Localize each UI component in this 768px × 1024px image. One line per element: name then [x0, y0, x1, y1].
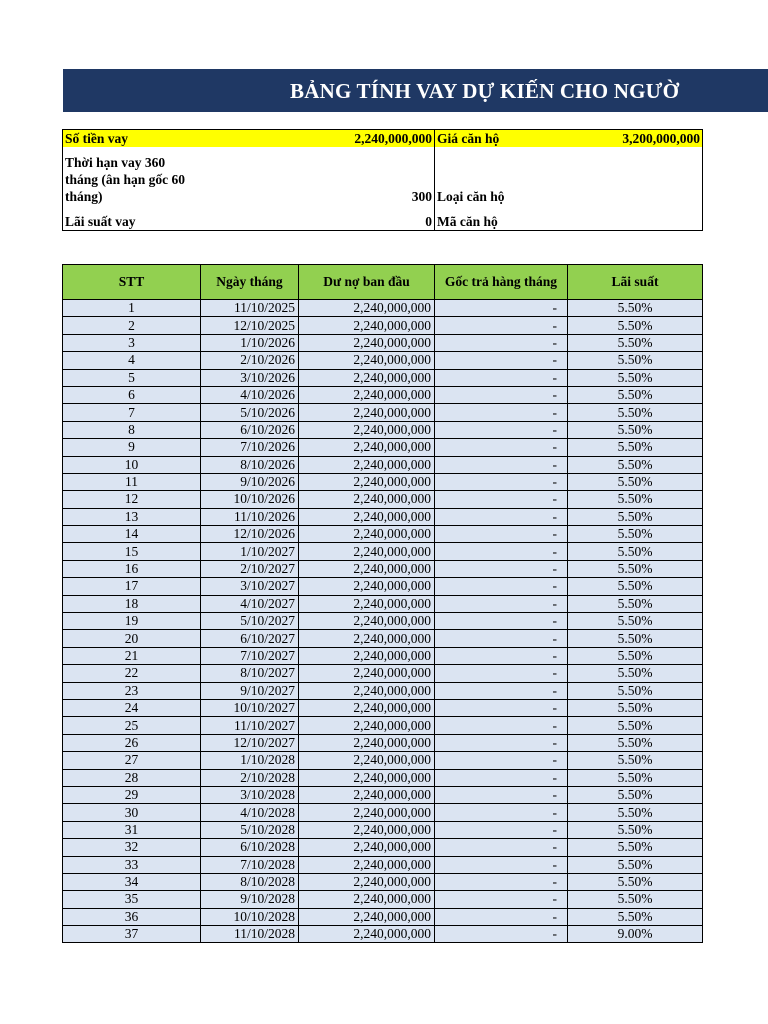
cell-initial-balance[interactable]: 2,240,000,000: [299, 821, 435, 838]
cell-interest-rate[interactable]: 5.50%: [568, 526, 703, 543]
cell-date[interactable]: 8/10/2027: [201, 665, 299, 682]
cell-monthly-principal[interactable]: -: [435, 421, 568, 438]
cell-monthly-principal[interactable]: -: [435, 926, 568, 943]
cell-date[interactable]: 6/10/2026: [201, 421, 299, 438]
apartment-type-value[interactable]: [568, 147, 703, 205]
cell-stt[interactable]: 32: [63, 839, 201, 856]
title-bar: [63, 69, 768, 112]
cell-stt[interactable]: 24: [63, 699, 201, 716]
cell-stt[interactable]: 26: [63, 734, 201, 751]
cell-initial-balance[interactable]: 2,240,000,000: [299, 786, 435, 803]
cell-initial-balance[interactable]: 2,240,000,000: [299, 560, 435, 577]
cell-interest-rate[interactable]: 5.50%: [568, 595, 703, 612]
cell-interest-rate[interactable]: 5.50%: [568, 682, 703, 699]
cell-date[interactable]: 1/10/2027: [201, 543, 299, 560]
header-stt: STT: [63, 265, 201, 300]
cell-date[interactable]: 9/10/2026: [201, 473, 299, 490]
cell-monthly-principal[interactable]: -: [435, 665, 568, 682]
cell-interest-rate[interactable]: 5.50%: [568, 717, 703, 734]
cell-interest-rate[interactable]: 5.50%: [568, 786, 703, 803]
cell-monthly-principal[interactable]: -: [435, 786, 568, 803]
cell-initial-balance[interactable]: 2,240,000,000: [299, 300, 435, 317]
page-title: BẢNG TÍNH VAY DỰ KIẾN CHO NGƯỜ: [290, 79, 680, 103]
cell-stt[interactable]: 23: [63, 682, 201, 699]
cell-stt[interactable]: 16: [63, 560, 201, 577]
cell-initial-balance[interactable]: 2,240,000,000: [299, 404, 435, 421]
cell-date[interactable]: 12/10/2025: [201, 317, 299, 334]
cell-monthly-principal[interactable]: -: [435, 526, 568, 543]
cell-stt[interactable]: 5: [63, 369, 201, 386]
header-date: Ngày tháng: [201, 265, 299, 300]
cell-date[interactable]: 12/10/2027: [201, 734, 299, 751]
cell-initial-balance[interactable]: 2,240,000,000: [299, 717, 435, 734]
cell-date[interactable]: 4/10/2027: [201, 595, 299, 612]
table-row: [63, 334, 703, 351]
cell-interest-rate[interactable]: 5.50%: [568, 908, 703, 925]
table-row: [63, 891, 703, 908]
cell-date[interactable]: 3/10/2026: [201, 369, 299, 386]
cell-monthly-principal[interactable]: -: [435, 300, 568, 317]
cell-interest-rate[interactable]: 5.50%: [568, 769, 703, 786]
cell-date[interactable]: 6/10/2027: [201, 630, 299, 647]
cell-monthly-principal[interactable]: -: [435, 543, 568, 560]
cell-monthly-principal[interactable]: -: [435, 769, 568, 786]
table-row: [63, 873, 703, 890]
cell-interest-rate[interactable]: 5.50%: [568, 421, 703, 438]
table-row: [63, 439, 703, 456]
cell-monthly-principal[interactable]: -: [435, 647, 568, 664]
cell-initial-balance[interactable]: 2,240,000,000: [299, 456, 435, 473]
cell-stt[interactable]: 8: [63, 421, 201, 438]
table-row: [63, 699, 703, 716]
cell-interest-rate[interactable]: 5.50%: [568, 473, 703, 490]
cell-interest-rate[interactable]: 5.50%: [568, 578, 703, 595]
cell-date[interactable]: 9/10/2028: [201, 891, 299, 908]
table-row: [63, 386, 703, 403]
cell-date[interactable]: 3/10/2028: [201, 786, 299, 803]
cell-interest-rate[interactable]: 5.50%: [568, 647, 703, 664]
cell-monthly-principal[interactable]: -: [435, 839, 568, 856]
cell-interest-rate[interactable]: 5.50%: [568, 699, 703, 716]
cell-interest-rate[interactable]: 5.50%: [568, 369, 703, 386]
cell-stt[interactable]: 27: [63, 752, 201, 769]
cell-initial-balance[interactable]: 2,240,000,000: [299, 369, 435, 386]
cell-interest-rate[interactable]: 5.50%: [568, 300, 703, 317]
loan-amount-row: [63, 130, 703, 148]
cell-stt[interactable]: 7: [63, 404, 201, 421]
table-row: [63, 734, 703, 751]
table-row: [63, 300, 703, 317]
cell-date[interactable]: 9/10/2027: [201, 682, 299, 699]
cell-initial-balance[interactable]: 2,240,000,000: [299, 439, 435, 456]
cell-initial-balance[interactable]: 2,240,000,000: [299, 421, 435, 438]
loan-term-label-line3: tháng): [65, 189, 103, 204]
cell-monthly-principal[interactable]: -: [435, 508, 568, 525]
cell-interest-rate[interactable]: 5.50%: [568, 334, 703, 351]
table-row: [63, 317, 703, 334]
table-row: [63, 630, 703, 647]
cell-monthly-principal[interactable]: -: [435, 734, 568, 751]
cell-stt[interactable]: 33: [63, 856, 201, 873]
cell-stt[interactable]: 37: [63, 926, 201, 943]
table-row: [63, 926, 703, 943]
cell-interest-rate[interactable]: 5.50%: [568, 456, 703, 473]
cell-initial-balance[interactable]: 2,240,000,000: [299, 578, 435, 595]
table-row: [63, 560, 703, 577]
cell-stt[interactable]: 28: [63, 769, 201, 786]
cell-date[interactable]: 11/10/2026: [201, 508, 299, 525]
cell-initial-balance[interactable]: 2,240,000,000: [299, 630, 435, 647]
table-row: [63, 456, 703, 473]
cell-date[interactable]: 4/10/2028: [201, 804, 299, 821]
cell-initial-balance[interactable]: 2,240,000,000: [299, 473, 435, 490]
table-row: [63, 526, 703, 543]
cell-interest-rate[interactable]: 5.50%: [568, 665, 703, 682]
cell-monthly-principal[interactable]: -: [435, 908, 568, 925]
cell-initial-balance[interactable]: 2,240,000,000: [299, 769, 435, 786]
cell-stt[interactable]: 15: [63, 543, 201, 560]
cell-interest-rate[interactable]: 5.50%: [568, 386, 703, 403]
cell-stt[interactable]: 9: [63, 439, 201, 456]
cell-monthly-principal[interactable]: -: [435, 404, 568, 421]
cell-stt[interactable]: 17: [63, 578, 201, 595]
cell-initial-balance[interactable]: 2,240,000,000: [299, 856, 435, 873]
cell-monthly-principal[interactable]: -: [435, 560, 568, 577]
cell-interest-rate[interactable]: 5.50%: [568, 630, 703, 647]
table-row: [63, 665, 703, 682]
cell-initial-balance[interactable]: 2,240,000,000: [299, 386, 435, 403]
cell-date[interactable]: 3/10/2027: [201, 578, 299, 595]
cell-monthly-principal[interactable]: -: [435, 578, 568, 595]
cell-date[interactable]: 2/10/2027: [201, 560, 299, 577]
cell-interest-rate[interactable]: 5.50%: [568, 543, 703, 560]
table-row: [63, 595, 703, 612]
interest-rate-row: [63, 205, 703, 231]
cell-initial-balance[interactable]: 2,240,000,000: [299, 734, 435, 751]
table-row: [63, 404, 703, 421]
table-row: [63, 769, 703, 786]
table-row: [63, 856, 703, 873]
cell-interest-rate[interactable]: 5.50%: [568, 752, 703, 769]
cell-stt[interactable]: 35: [63, 891, 201, 908]
cell-interest-rate[interactable]: 5.50%: [568, 856, 703, 873]
cell-stt[interactable]: 36: [63, 908, 201, 925]
cell-initial-balance[interactable]: 2,240,000,000: [299, 613, 435, 630]
table-row: [63, 647, 703, 664]
cell-date[interactable]: 7/10/2027: [201, 647, 299, 664]
table-row: [63, 369, 703, 386]
cell-monthly-principal[interactable]: -: [435, 334, 568, 351]
cell-stt[interactable]: 31: [63, 821, 201, 838]
table-row: [63, 752, 703, 769]
cell-initial-balance[interactable]: 2,240,000,000: [299, 334, 435, 351]
cell-date[interactable]: 1/10/2028: [201, 752, 299, 769]
schedule-header-row: [63, 265, 703, 300]
cell-stt[interactable]: 4: [63, 352, 201, 369]
interest-rate-label: Lãi suất vay: [63, 205, 299, 231]
cell-initial-balance[interactable]: 2,240,000,000: [299, 926, 435, 943]
cell-stt[interactable]: 14: [63, 526, 201, 543]
cell-interest-rate[interactable]: 5.50%: [568, 873, 703, 890]
header-initial-balance: Dư nợ ban đầu: [299, 265, 435, 300]
cell-initial-balance[interactable]: 2,240,000,000: [299, 699, 435, 716]
loan-term-label: [63, 147, 299, 205]
cell-date[interactable]: 11/10/2027: [201, 717, 299, 734]
cell-date[interactable]: 10/10/2028: [201, 908, 299, 925]
cell-monthly-principal[interactable]: -: [435, 717, 568, 734]
cell-date[interactable]: 5/10/2028: [201, 821, 299, 838]
loan-amount-label: Số tiền vay: [63, 130, 299, 148]
cell-stt[interactable]: 19: [63, 613, 201, 630]
cell-monthly-principal[interactable]: -: [435, 752, 568, 769]
loan-amount-value[interactable]: 2,240,000,000: [299, 130, 435, 148]
cell-monthly-principal[interactable]: -: [435, 682, 568, 699]
cell-date[interactable]: 7/10/2028: [201, 856, 299, 873]
cell-stt[interactable]: 25: [63, 717, 201, 734]
table-row: [63, 717, 703, 734]
cell-monthly-principal[interactable]: -: [435, 595, 568, 612]
cell-interest-rate[interactable]: 5.50%: [568, 613, 703, 630]
cell-monthly-principal[interactable]: -: [435, 891, 568, 908]
cell-interest-rate[interactable]: 5.50%: [568, 839, 703, 856]
cell-stt[interactable]: 21: [63, 647, 201, 664]
cell-date[interactable]: 10/10/2026: [201, 491, 299, 508]
cell-stt[interactable]: 22: [63, 665, 201, 682]
cell-stt[interactable]: 29: [63, 786, 201, 803]
cell-date[interactable]: 6/10/2028: [201, 839, 299, 856]
cell-monthly-principal[interactable]: -: [435, 439, 568, 456]
apartment-code-value[interactable]: [568, 205, 703, 231]
cell-monthly-principal[interactable]: -: [435, 821, 568, 838]
cell-stt[interactable]: 1: [63, 300, 201, 317]
cell-initial-balance[interactable]: 2,240,000,000: [299, 908, 435, 925]
cell-monthly-principal[interactable]: -: [435, 352, 568, 369]
cell-initial-balance[interactable]: 2,240,000,000: [299, 682, 435, 699]
cell-date[interactable]: 2/10/2026: [201, 352, 299, 369]
cell-initial-balance[interactable]: 2,240,000,000: [299, 352, 435, 369]
cell-interest-rate[interactable]: 5.50%: [568, 560, 703, 577]
apartment-code-label: Mã căn hộ: [435, 205, 568, 231]
table-row: [63, 682, 703, 699]
cell-initial-balance[interactable]: 2,240,000,000: [299, 647, 435, 664]
cell-date[interactable]: 8/10/2028: [201, 873, 299, 890]
cell-stt[interactable]: 10: [63, 456, 201, 473]
cell-initial-balance[interactable]: 2,240,000,000: [299, 752, 435, 769]
cell-stt[interactable]: 13: [63, 508, 201, 525]
cell-monthly-principal[interactable]: -: [435, 491, 568, 508]
table-row: [63, 821, 703, 838]
cell-date[interactable]: 7/10/2026: [201, 439, 299, 456]
table-row: [63, 578, 703, 595]
cell-initial-balance[interactable]: 2,240,000,000: [299, 891, 435, 908]
cell-monthly-principal[interactable]: -: [435, 699, 568, 716]
cell-interest-rate[interactable]: 5.50%: [568, 891, 703, 908]
table-row: [63, 908, 703, 925]
cell-monthly-principal[interactable]: -: [435, 873, 568, 890]
cell-interest-rate[interactable]: 5.50%: [568, 404, 703, 421]
cell-date[interactable]: 1/10/2026: [201, 334, 299, 351]
cell-monthly-principal[interactable]: -: [435, 856, 568, 873]
header-interest-rate: Lãi suất: [568, 265, 703, 300]
cell-monthly-principal[interactable]: -: [435, 804, 568, 821]
cell-initial-balance[interactable]: 2,240,000,000: [299, 595, 435, 612]
cell-monthly-principal[interactable]: -: [435, 473, 568, 490]
cell-interest-rate[interactable]: 5.50%: [568, 734, 703, 751]
cell-monthly-principal[interactable]: -: [435, 386, 568, 403]
cell-stt[interactable]: 20: [63, 630, 201, 647]
schedule-body: [63, 300, 703, 943]
table-row: [63, 491, 703, 508]
interest-rate-value[interactable]: 0: [299, 205, 435, 231]
cell-interest-rate[interactable]: 5.50%: [568, 804, 703, 821]
loan-schedule-table: [62, 264, 703, 943]
cell-date[interactable]: 11/10/2028: [201, 926, 299, 943]
loan-term-label-line1: Thời hạn vay 360: [65, 155, 166, 170]
table-row: [63, 543, 703, 560]
cell-stt[interactable]: 11: [63, 473, 201, 490]
cell-date[interactable]: 8/10/2026: [201, 456, 299, 473]
header-monthly-principal: Gốc trả hàng tháng: [435, 265, 568, 300]
cell-interest-rate[interactable]: 5.50%: [568, 352, 703, 369]
cell-monthly-principal[interactable]: -: [435, 369, 568, 386]
apartment-type-label: Loại căn hộ: [437, 189, 505, 204]
cell-date[interactable]: 2/10/2028: [201, 769, 299, 786]
cell-initial-balance[interactable]: 2,240,000,000: [299, 839, 435, 856]
cell-initial-balance[interactable]: 2,240,000,000: [299, 508, 435, 525]
cell-monthly-principal[interactable]: -: [435, 613, 568, 630]
loan-term-label-line2: tháng (ân hạn gốc 60: [65, 172, 186, 187]
cell-date[interactable]: 5/10/2026: [201, 404, 299, 421]
cell-stt[interactable]: 12: [63, 491, 201, 508]
loan-term-row: [63, 147, 703, 205]
cell-stt[interactable]: 34: [63, 873, 201, 890]
cell-initial-balance[interactable]: 2,240,000,000: [299, 317, 435, 334]
cell-monthly-principal[interactable]: -: [435, 317, 568, 334]
cell-initial-balance[interactable]: 2,240,000,000: [299, 491, 435, 508]
cell-interest-rate[interactable]: 5.50%: [568, 491, 703, 508]
table-row: [63, 421, 703, 438]
cell-initial-balance[interactable]: 2,240,000,000: [299, 526, 435, 543]
table-row: [63, 473, 703, 490]
table-row: [63, 804, 703, 821]
cell-date[interactable]: 5/10/2027: [201, 613, 299, 630]
cell-initial-balance[interactable]: 2,240,000,000: [299, 543, 435, 560]
price-value[interactable]: 3,200,000,000: [568, 130, 703, 148]
cell-stt[interactable]: 3: [63, 334, 201, 351]
cell-interest-rate[interactable]: 5.50%: [568, 317, 703, 334]
cell-monthly-principal[interactable]: -: [435, 456, 568, 473]
cell-stt[interactable]: 18: [63, 595, 201, 612]
cell-initial-balance[interactable]: 2,240,000,000: [299, 665, 435, 682]
table-row: [63, 839, 703, 856]
cell-stt[interactable]: 2: [63, 317, 201, 334]
table-row: [63, 786, 703, 803]
cell-date[interactable]: 12/10/2026: [201, 526, 299, 543]
table-row: [63, 508, 703, 525]
cell-interest-rate[interactable]: 5.50%: [568, 821, 703, 838]
table-row: [63, 613, 703, 630]
cell-interest-rate[interactable]: 5.50%: [568, 508, 703, 525]
loan-term-value[interactable]: 300: [299, 147, 435, 205]
cell-stt[interactable]: 30: [63, 804, 201, 821]
cell-initial-balance[interactable]: 2,240,000,000: [299, 873, 435, 890]
cell-interest-rate[interactable]: 9.00%: [568, 926, 703, 943]
cell-date[interactable]: 10/10/2027: [201, 699, 299, 716]
table-row: [63, 352, 703, 369]
cell-date[interactable]: 4/10/2026: [201, 386, 299, 403]
price-label: Giá căn hộ: [435, 130, 568, 148]
cell-stt[interactable]: 6: [63, 386, 201, 403]
cell-initial-balance[interactable]: 2,240,000,000: [299, 804, 435, 821]
cell-date[interactable]: 11/10/2025: [201, 300, 299, 317]
cell-monthly-principal[interactable]: -: [435, 630, 568, 647]
cell-interest-rate[interactable]: 5.50%: [568, 439, 703, 456]
loan-info-table: [62, 129, 703, 231]
